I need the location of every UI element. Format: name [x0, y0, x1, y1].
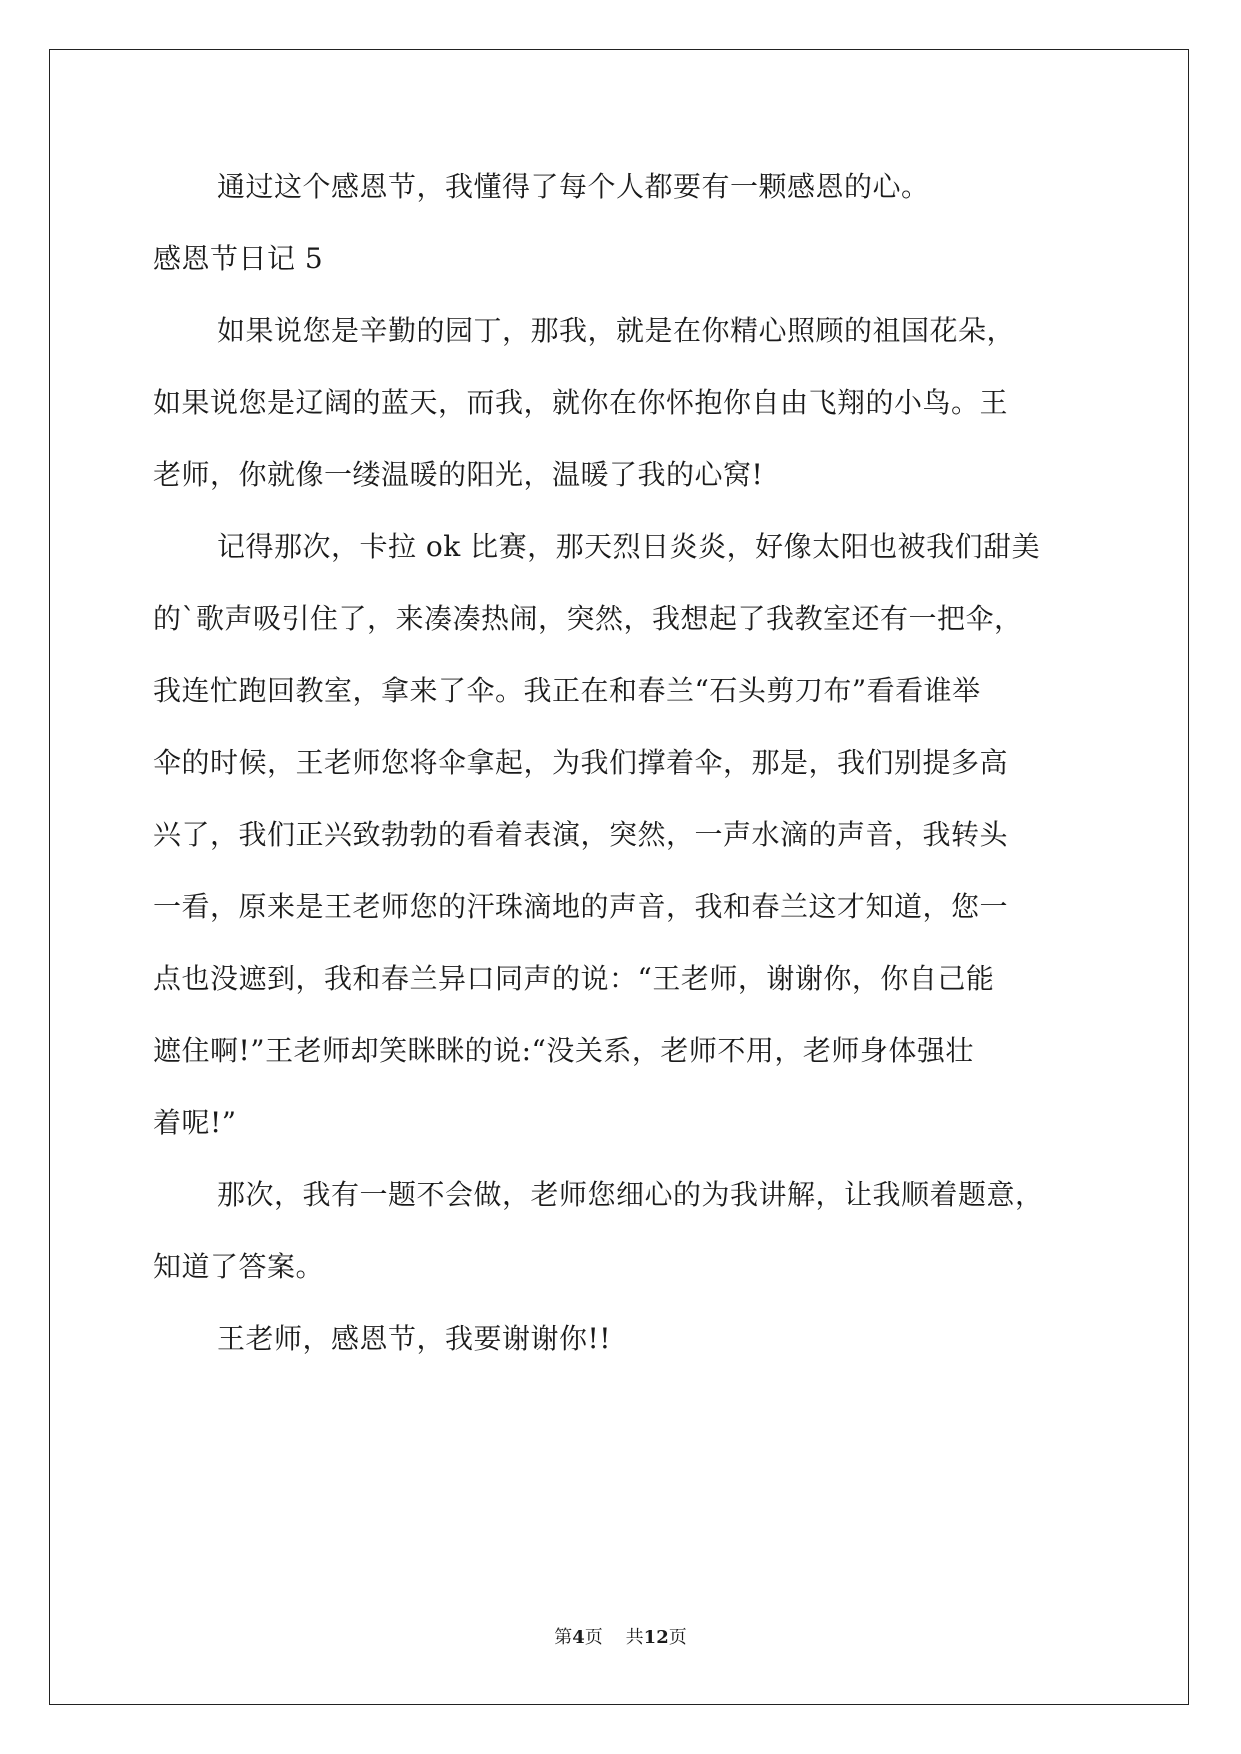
paragraph-line: 我连忙跑回教室，拿来了伞。我正在和春兰“石头剪刀布”看看谁举 — [153, 674, 981, 707]
paragraph-line: 如果说您是辛勤的园丁，那我，就是在你精心照顾的祖国花朵， — [217, 314, 1016, 347]
section-heading: 感恩节日记 5 — [153, 242, 324, 275]
page-number: 4 — [572, 1627, 585, 1648]
paragraph-line: 兴了，我们正兴致勃勃的看着表演，突然，一声水滴的声音，我转头 — [153, 818, 1009, 851]
paragraph-line: 伞的时候，王老师您将伞拿起，为我们撑着伞，那是，我们别提多高 — [153, 746, 1009, 779]
page-label-suffix: 页 — [584, 1627, 603, 1648]
paragraph-line: 记得那次，卡拉 ok 比赛，那天烈日炎炎，好像太阳也被我们甜美 — [217, 530, 1041, 563]
total-label-prefix: 共 — [625, 1627, 644, 1648]
total-label-suffix: 页 — [668, 1627, 687, 1648]
paragraph-line: 老师，你就像一缕温暖的阳光，温暖了我的心窝! — [153, 458, 764, 491]
paragraph-line: 那次，我有一题不会做，老师您细心的为我讲解，让我顺着题意， — [217, 1178, 1044, 1211]
total-pages: 12 — [643, 1627, 669, 1648]
paragraph-line: 如果说您是辽阔的蓝天，而我，就你在你怀抱你自由飞翔的小鸟。王 — [153, 386, 1009, 419]
page-label-prefix: 第 — [554, 1627, 573, 1648]
page-footer — [0, 1625, 1241, 1651]
page-border — [49, 49, 1189, 1705]
paragraph-line: 王老师，感恩节，我要谢谢你!! — [217, 1322, 612, 1355]
paragraph-line: 点也没遮到，我和春兰异口同声的说：“王老师，谢谢你，你自己能 — [153, 962, 995, 995]
paragraph-line: 遮住啊!”王老师却笑眯眯的说:“没关系，老师不用，老师身体强壮 — [153, 1034, 974, 1067]
paragraph-line: 的`歌声吸引住了，来凑凑热闹，突然，我想起了我教室还有一把伞， — [153, 602, 1023, 635]
paragraph-line: 着呢!” — [153, 1106, 237, 1139]
paragraph-line: 通过这个感恩节，我懂得了每个人都要有一颗感恩的心。 — [217, 170, 930, 203]
paragraph-line: 一看，原来是王老师您的汗珠滴地的声音，我和春兰这才知道，您一 — [153, 890, 1009, 923]
paragraph-line: 知道了答案。 — [153, 1250, 325, 1283]
